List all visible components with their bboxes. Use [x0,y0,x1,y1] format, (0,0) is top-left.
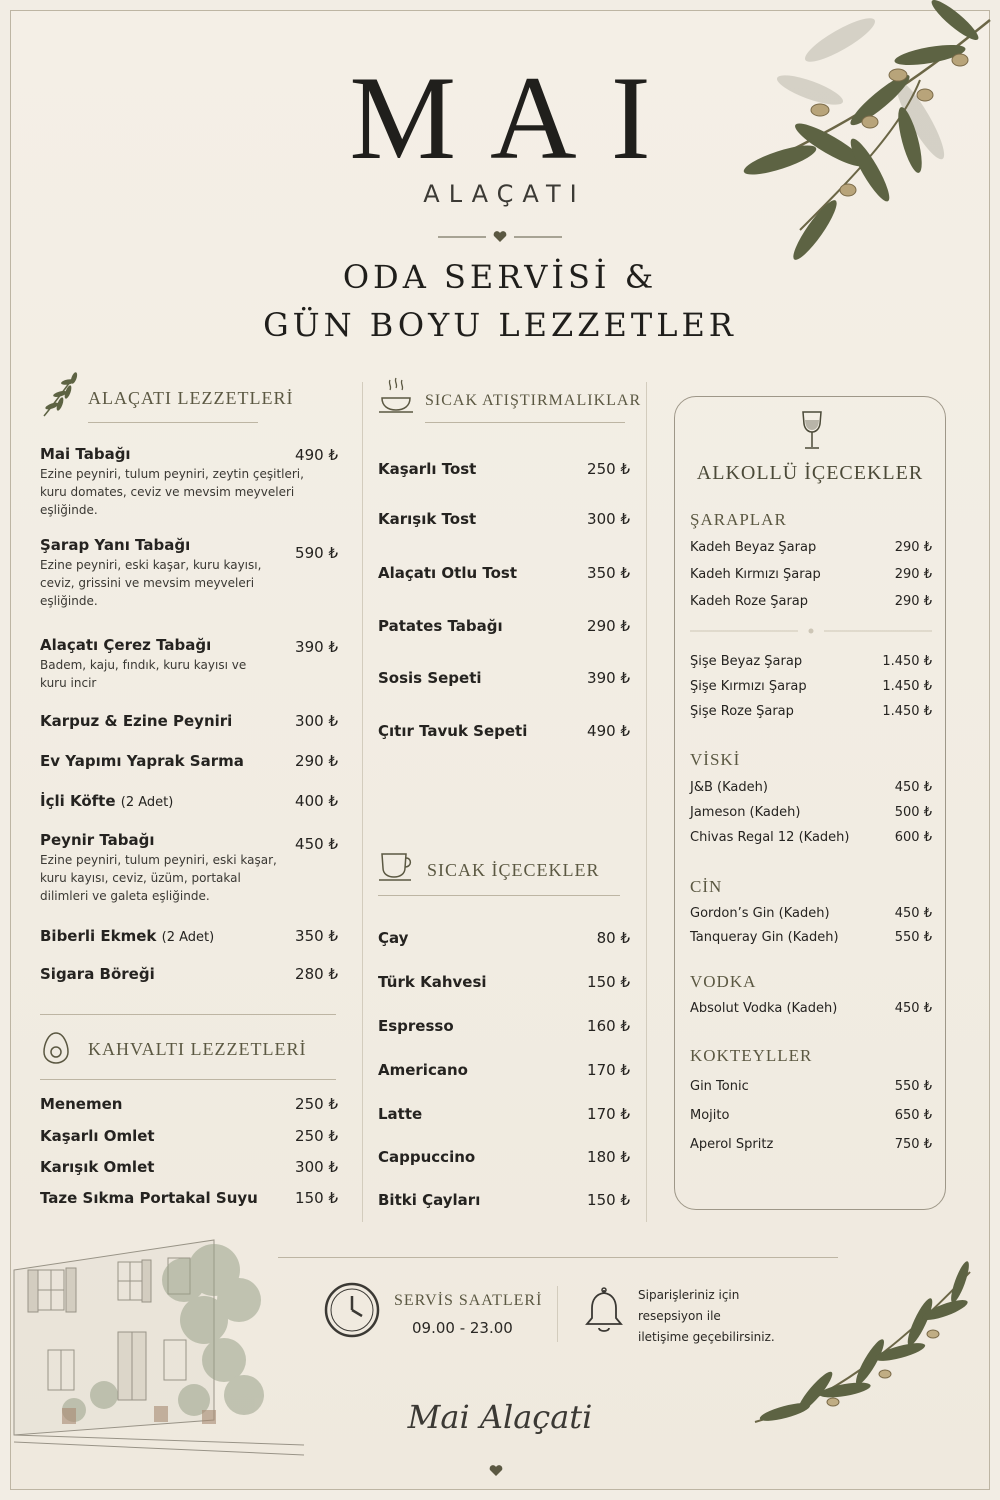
footer-divider [278,1257,838,1258]
item-desc: Ezine peyniri, tulum peyniri, eski kaşar, kuru kayısı, ceviz, üzüm, portakal dilimleri ve galeta eşliğinde. [40,853,277,903]
item-name: Mai Tabağı [40,445,131,463]
item-name: Chivas Regal 12 (Kadeh) [690,830,850,845]
item-price: 350 ₺ [295,927,338,945]
contact-note: Siparişleriniz için resepsiyon ile iletişime geçebilirsiniz. [638,1288,775,1344]
item-price: 390 ₺ [587,669,630,687]
info-divider [557,1286,558,1342]
coffee-cup-icon [378,846,416,882]
heart-icon [489,1465,503,1477]
section-underline [40,1079,336,1080]
item-price: 500 ₺ [894,805,932,820]
section-title-alacati: ALAÇATI LEZZETLERİ [88,388,294,408]
category-title-vodka: VODKA [690,972,757,991]
brand-logo: MAI [349,51,685,184]
item-price: 250 ₺ [295,1127,338,1145]
item-price: 350 ₺ [587,564,630,582]
category-title-kokteyl: KOKTEYLLER [690,1046,813,1065]
item-name: Şişe Kırmızı Şarap [690,679,807,694]
item-price: 450 ₺ [894,1001,932,1016]
wine-glass-icon [800,410,824,452]
item-price: 650 ₺ [894,1108,932,1123]
section-title-alkollu: ALKOLLÜ İÇECEKLER [696,462,924,484]
item-name: Sigara Böreği [40,965,155,983]
item-name: Alaçatı Çerez Tabağı [40,636,212,654]
item-name: Biberli Ekmek (2 Adet) [40,927,215,945]
service-hours-title: SERVİS SAATLERİ [394,1292,543,1309]
section-title-icecek: SICAK İÇECEKLER [427,860,600,880]
section-underline [425,422,625,423]
item-name: Peynir Tabağı [40,831,155,849]
item-name: Americano [378,1061,468,1079]
section-title-atistirmalik: SICAK ATIŞTIRMALIKLAR [425,392,642,409]
item-price: 280 ₺ [295,965,338,983]
item-name: Kaşarlı Omlet [40,1127,155,1145]
item-price: 150 ₺ [587,973,630,991]
item-name: Çıtır Tavuk Sepeti [378,722,528,740]
service-hours-value: 09.00 - 23.00 [412,1319,513,1337]
section-divider [40,1014,336,1015]
category-title-viski: VİSKİ [690,750,741,769]
bell-icon [584,1286,624,1336]
item-name: Türk Kahvesi [378,973,487,991]
item-price: 1.450 ₺ [882,654,932,669]
item-price: 80 ₺ [596,929,630,947]
item-name: Çay [378,929,409,947]
item-price: 250 ₺ [587,460,630,478]
item-price: 300 ₺ [295,1158,338,1176]
item-price: 180 ₺ [587,1148,630,1166]
item-price: 300 ₺ [295,712,338,730]
item-price: 390 ₺ [295,638,338,656]
item-price: 1.450 ₺ [882,679,932,694]
heart-divider [438,230,562,244]
item-name: Cappuccino [378,1148,476,1166]
section-underline [88,422,258,423]
item-name: İçli Köfte (2 Adet) [40,792,174,810]
item-name: Kadeh Beyaz Şarap [690,540,817,555]
dot-divider [690,626,932,636]
item-name: Alaçatı Otlu Tost [378,564,518,582]
item-price: 290 ₺ [295,752,338,770]
item-price: 450 ₺ [894,780,932,795]
item-name: Gin Tonic [690,1079,749,1094]
clock-icon [324,1282,380,1338]
item-name: Şarap Yanı Tabağı [40,536,191,554]
item-price: 750 ₺ [894,1137,932,1152]
item-name: Sosis Sepeti [378,669,482,687]
item-name: Taze Sıkma Portakal Suyu [40,1189,258,1207]
section-title-kahvalti: KAHVALTI LEZZETLERİ [88,1039,307,1059]
item-price: 300 ₺ [587,510,630,528]
item-price: 290 ₺ [894,540,932,555]
item-name: Latte [378,1105,423,1123]
item-price: 400 ₺ [295,792,338,810]
column-divider [646,382,647,1222]
item-desc: Badem, kaju, fındık, kuru kayısı ve kuru incir [40,658,247,690]
category-title-sarap: ŞARAPLAR [690,510,787,529]
item-name: Ev Yapımı Yaprak Sarma [40,752,244,770]
item-name: Menemen [40,1095,123,1113]
item-name: Karpuz & Ezine Peyniri [40,712,233,730]
item-name: Gordon’s Gin (Kadeh) [690,906,830,921]
item-price: 590 ₺ [295,544,338,562]
item-name: Kadeh Roze Şarap [690,594,809,609]
item-price: 160 ₺ [587,1017,630,1035]
item-name: Şişe Roze Şarap [690,704,794,719]
item-price: 1.450 ₺ [882,704,932,719]
column-divider [362,382,363,1222]
section-underline [378,895,620,896]
item-desc: Ezine peyniri, tulum peyniri, zeytin çeşitleri, kuru domates, ceviz ve mevsim meyveleri eşliğinde. [40,467,304,517]
item-name: Espresso [378,1017,454,1035]
menu-title-line1: ODA SERVİSİ & [342,258,658,296]
item-name: Şişe Beyaz Şarap [690,654,803,669]
item-price: 450 ₺ [894,906,932,921]
category-title-cin: CİN [690,877,723,896]
item-price: 490 ₺ [295,446,338,464]
item-name: Aperol Spritz [690,1137,774,1152]
house-illustration [14,1210,304,1460]
item-name: Kaşarlı Tost [378,460,477,478]
item-price: 600 ₺ [894,830,932,845]
item-price: 550 ₺ [894,930,932,945]
item-price: 150 ₺ [587,1191,630,1209]
item-price: 490 ₺ [587,722,630,740]
item-name: Absolut Vodka (Kadeh) [690,1001,838,1016]
item-price: 290 ₺ [894,594,932,609]
item-name: Karışık Tost [378,510,477,528]
item-price: 550 ₺ [894,1079,932,1094]
item-name: J&B (Kadeh) [690,780,768,795]
item-name: Kadeh Kırmızı Şarap [690,567,821,582]
item-name: Mojito [690,1108,730,1123]
menu-title-line2: GÜN BOYU LEZZETLER [263,306,737,344]
olive-branch-decoration [745,1262,980,1432]
item-price: 150 ₺ [295,1189,338,1207]
item-price: 290 ₺ [894,567,932,582]
item-price: 290 ₺ [587,617,630,635]
item-name: Bitki Çayları [378,1191,481,1209]
item-name: Jameson (Kadeh) [690,805,801,820]
egg-icon [42,1031,70,1065]
steaming-dish-icon [378,376,414,416]
item-name: Patates Tabağı [378,617,503,635]
item-name: Tanqueray Gin (Kadeh) [690,930,839,945]
olive-branch-icon [40,370,80,420]
signature: Mai Alaçati [407,1398,593,1436]
item-desc: Ezine peyniri, eski kaşar, kuru kayısı, ceviz, grissini ve mevsim meyveleri eşliğinde. [40,558,262,608]
item-price: 170 ₺ [587,1105,630,1123]
item-price: 250 ₺ [295,1095,338,1113]
item-name: Karışık Omlet [40,1158,155,1176]
brand-location: ALAÇATI [423,180,586,208]
item-price: 450 ₺ [295,835,338,853]
item-price: 170 ₺ [587,1061,630,1079]
